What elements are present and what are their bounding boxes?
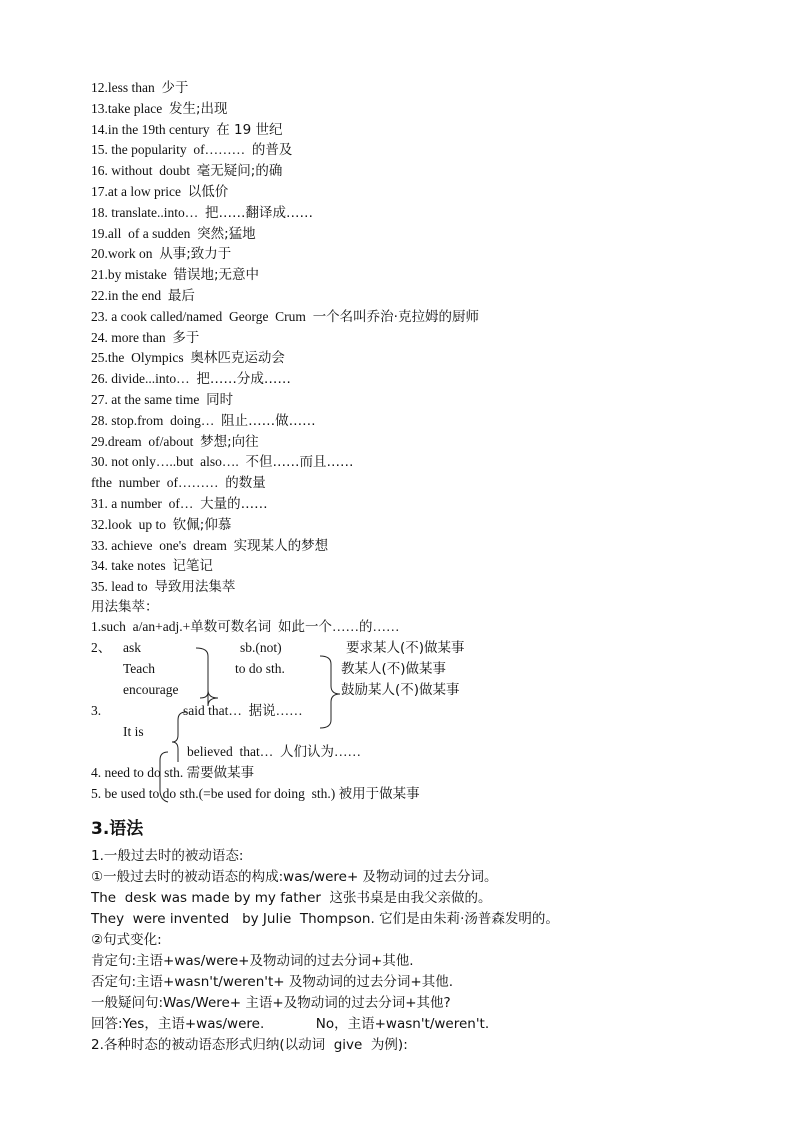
phrase-gap bbox=[161, 288, 168, 303]
phrase-chinese: 实现某人的梦想 bbox=[233, 537, 329, 554]
phrase-chinese: 发生;出现 bbox=[168, 100, 228, 117]
meaning-encourage: 鼓励某人(不)做某事 bbox=[341, 682, 460, 698]
phrase-item bbox=[91, 556, 213, 576]
usage-item-1: 1.such a/an+adj.+单数可数名词 如此一个……的…… bbox=[91, 619, 400, 634]
phrase-chinese: 多于 bbox=[172, 329, 200, 346]
phrase-item bbox=[91, 286, 195, 306]
phrase-gap bbox=[166, 517, 173, 532]
verb-teach: Teach bbox=[123, 661, 156, 676]
phrase-chinese: 同时 bbox=[206, 392, 234, 408]
phrase-english: 24. more than bbox=[91, 329, 166, 345]
phrase-english: 28. stop.from doing… bbox=[91, 412, 215, 428]
grammar-line: The desk was made by my father 这张书桌是由我父亲做的。 bbox=[91, 890, 492, 906]
phrase-chinese: 最后 bbox=[167, 288, 195, 304]
phrase-chinese: 把……翻译成…… bbox=[204, 204, 313, 221]
meaning-teach: 教某人(不)做某事 bbox=[341, 661, 447, 677]
believed-that: believed that… 人们认为…… bbox=[187, 744, 361, 759]
object-sb-not: sb.(not) bbox=[240, 640, 282, 655]
phrase-gap bbox=[167, 267, 174, 282]
phrase-english: 18. translate..into… bbox=[91, 204, 199, 220]
verb-encourage: encourage bbox=[123, 682, 179, 697]
brace-verbs bbox=[196, 648, 218, 706]
phrase-english: 26. divide...into… bbox=[91, 371, 190, 387]
usage-title: 用法集萃： bbox=[91, 599, 159, 615]
phrase-english: 25.the Olympics bbox=[91, 350, 184, 366]
phrase-item bbox=[91, 348, 285, 368]
phrase-item bbox=[91, 78, 189, 98]
phrase-english: fthe number of……… bbox=[91, 475, 219, 491]
usage-item-4: 4. need to do sth. 需要做某事 bbox=[91, 765, 255, 780]
grammar-line: 否定句:主语+wasn't/weren't+ 及物动词的过去分词+其他. bbox=[91, 974, 453, 990]
phrase-item bbox=[91, 411, 316, 431]
phrase-english: 22.in the end bbox=[91, 288, 162, 303]
phrase-english: 16. without doubt bbox=[91, 163, 191, 179]
phrase-gap bbox=[198, 205, 205, 220]
it-is: It is bbox=[123, 724, 144, 739]
phrase-item bbox=[91, 244, 231, 264]
phrase-english: 20.work on bbox=[91, 246, 153, 262]
grammar-line: 2.各种时态的被动语态形式归纳(以动词 give 为例): bbox=[91, 1037, 408, 1053]
grammar-line: 一般疑问句:Was/Were+ 主语+及物动词的过去分词+其他? bbox=[91, 995, 451, 1011]
phrase-item bbox=[91, 161, 282, 181]
phrase-item bbox=[91, 307, 479, 327]
phrase-item bbox=[91, 203, 313, 223]
phrase-chinese: 以低价 bbox=[187, 184, 229, 200]
phrase-item bbox=[91, 369, 291, 389]
phrase-chinese: 突然;猛地 bbox=[197, 225, 256, 242]
phrase-item bbox=[91, 452, 354, 472]
phrase-english: 30. not only…..but also…. bbox=[91, 454, 239, 470]
phrase-english: 13.take place bbox=[91, 100, 163, 116]
phrase-item bbox=[91, 265, 259, 285]
phrase-english: 14.in the 19th century bbox=[91, 121, 210, 137]
said-that: said that… 据说…… bbox=[183, 703, 303, 718]
usage-item-5: 5. be used to do sth.(=be used for doing sth.) 被用于做某事 bbox=[91, 786, 420, 801]
phrase-item bbox=[91, 536, 328, 556]
phrase-chinese: 一个名叫乔治·克拉姆的厨师 bbox=[312, 308, 479, 325]
phrase-gap bbox=[155, 80, 162, 95]
phrase-english: 33. achieve one's dream bbox=[91, 537, 227, 553]
phrase-item bbox=[91, 328, 199, 348]
phrase-item bbox=[91, 473, 266, 493]
phrase-item bbox=[91, 182, 228, 202]
phrase-gap bbox=[190, 163, 197, 178]
phrase-chinese: 少于 bbox=[161, 80, 189, 96]
phrase-english: 21.by mistake bbox=[91, 267, 167, 283]
phrase-english: 27. at the same time bbox=[91, 392, 200, 407]
phrase-item bbox=[91, 494, 268, 514]
brace-meanings bbox=[320, 656, 340, 728]
infinitive-to-do: to do sth. bbox=[235, 661, 285, 676]
grammar-line: ②句式变化: bbox=[91, 932, 162, 948]
phrase-item bbox=[91, 390, 233, 410]
usage-item-3-number: 3. bbox=[91, 703, 102, 718]
phrase-gap bbox=[239, 454, 246, 469]
phrase-item bbox=[91, 140, 292, 160]
phrase-chinese: 的数量 bbox=[225, 475, 266, 492]
phrase-chinese: 毫无疑问;的确 bbox=[196, 163, 283, 180]
phrase-item bbox=[91, 224, 256, 244]
grammar-line: 1.一般过去时的被动语态: bbox=[91, 848, 244, 864]
phrase-chinese: 大量的…… bbox=[200, 496, 268, 512]
section-heading-grammar: 3.语法 bbox=[91, 819, 144, 839]
verb-ask: ask bbox=[123, 640, 141, 655]
phrase-chinese: 导致用法集萃 bbox=[154, 579, 236, 596]
phrase-chinese: 在 19 世纪 bbox=[216, 121, 283, 138]
phrase-english: 12.less than bbox=[91, 80, 155, 95]
phrase-chinese: 把……分成…… bbox=[196, 371, 291, 388]
phrase-gap bbox=[227, 538, 234, 553]
phrase-english: 32.look up to bbox=[91, 516, 167, 532]
usage-item-2-number: 2、 bbox=[91, 640, 112, 655]
phrase-english: 15. the popularity of……… bbox=[91, 142, 246, 158]
brace-verbs-lower bbox=[200, 656, 208, 698]
phrase-item bbox=[91, 120, 283, 140]
phrase-item bbox=[91, 577, 235, 597]
phrase-chinese: 记笔记 bbox=[172, 558, 213, 575]
meaning-ask: 要求某人(不)做某事 bbox=[346, 640, 465, 656]
phrase-chinese: 不但……而且…… bbox=[245, 454, 354, 471]
phrase-english: 31. a number of… bbox=[91, 496, 194, 511]
grammar-line: 回答:Yes，主语+was/were. No，主语+wasn't/weren't. bbox=[91, 1016, 490, 1032]
phrase-chinese: 从事;致力于 bbox=[159, 246, 232, 263]
phrase-chinese: 梦想;向往 bbox=[200, 433, 259, 450]
phrase-english: 35. lead to bbox=[91, 579, 148, 595]
phrase-gap bbox=[306, 309, 313, 324]
phrase-chinese: 钦佩;仰慕 bbox=[172, 516, 232, 533]
phrase-english: 29.dream of/about bbox=[91, 433, 194, 449]
phrase-chinese: 阻止……做…… bbox=[221, 412, 316, 429]
phrase-gap bbox=[245, 142, 252, 157]
phrase-item bbox=[91, 432, 259, 452]
phrase-english: 17.at a low price bbox=[91, 184, 181, 199]
phrase-chinese: 奥林匹克运动会 bbox=[190, 350, 285, 367]
grammar-line: ①一般过去时的被动语态的构成:was/were+ 及物动词的过去分词。 bbox=[91, 869, 498, 885]
phrase-chinese: 错误地;无意中 bbox=[173, 267, 260, 284]
phrase-gap bbox=[181, 184, 188, 199]
phrase-item bbox=[91, 515, 231, 535]
phrase-item bbox=[91, 99, 228, 119]
grammar-line: 肯定句:主语+was/were+及物动词的过去分词+其他. bbox=[91, 953, 414, 969]
phrase-english: 19.all of a sudden bbox=[91, 225, 191, 241]
phrase-english: 34. take notes bbox=[91, 558, 166, 574]
phrase-chinese: 的普及 bbox=[251, 142, 293, 159]
phrase-english: 23. a cook called/named George Crum bbox=[91, 308, 306, 324]
phrase-gap bbox=[162, 101, 169, 116]
grammar-line: They were invented by Julie Thompson. 它们是由朱莉·汤普森发明的。 bbox=[91, 911, 559, 927]
